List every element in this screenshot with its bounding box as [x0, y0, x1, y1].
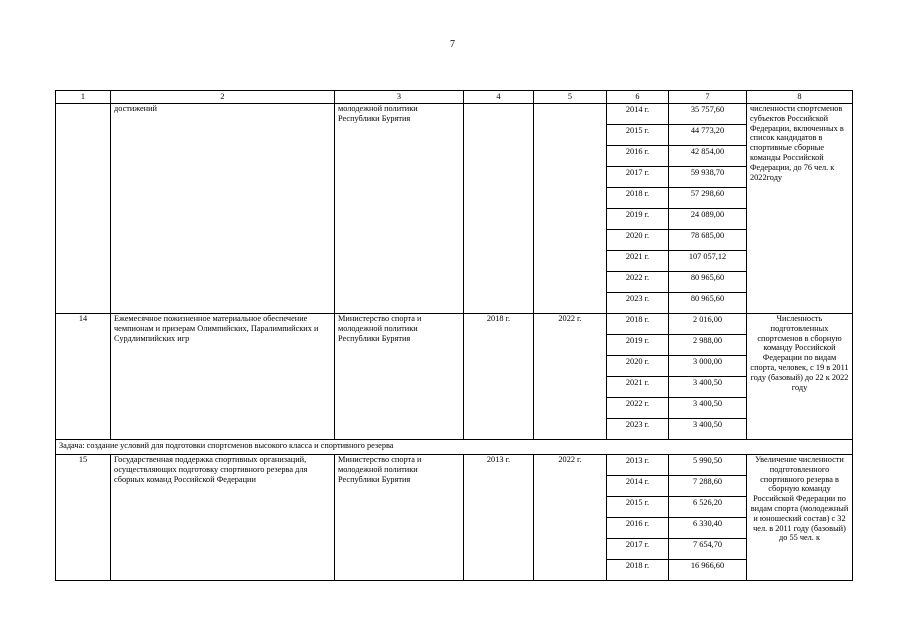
funding-amount: 7 288,60 — [669, 476, 747, 497]
funding-year: 2015 г. — [607, 497, 669, 518]
task-row — [56, 440, 853, 455]
item-executor: молодежной политики Республики Бурятия — [335, 104, 464, 314]
funding-amount: 2 988,00 — [669, 335, 747, 356]
funding-amount: 35 757,60 — [669, 104, 747, 125]
funding-year: 2014 г. — [607, 104, 669, 125]
funding-amount: 80 965,60 — [669, 293, 747, 314]
item-expected-result: Увеличение численности подготовленного спортивного резерва в сборную команду Российской Федерации по видам спорта (молодежный и юношеский состав) с 32 чел. в 2011 году (базовый) до 55 чел. к — [747, 455, 853, 581]
funding-amount: 44 773,20 — [669, 125, 747, 146]
funding-amount: 3 400,50 — [669, 398, 747, 419]
funding-amount: 6 526,20 — [669, 497, 747, 518]
program-table — [55, 90, 853, 581]
table-row — [56, 314, 853, 335]
funding-year: 2020 г. — [607, 356, 669, 377]
funding-amount: 6 330,40 — [669, 518, 747, 539]
funding-year: 2023 г. — [607, 419, 669, 440]
funding-amount: 16 966,60 — [669, 560, 747, 581]
funding-year: 2015 г. — [607, 125, 669, 146]
item-name: достижений — [111, 104, 335, 314]
funding-amount: 57 298,60 — [669, 188, 747, 209]
item-start-year: 2013 г. — [464, 455, 534, 581]
item-end-year: 2022 г. — [534, 314, 607, 440]
funding-amount: 3 000,00 — [669, 356, 747, 377]
funding-year: 2018 г. — [607, 188, 669, 209]
item-end-year — [534, 104, 607, 314]
item-name: Ежемесячное пожизненное материальное обеспечение чемпионам и призерам Олимпийских, Паралимпийских и Сурдлимпийских игр — [111, 314, 335, 440]
column-number: 3 — [335, 91, 464, 104]
task-text: Задача: создание условий для подготовки спортсменов высокого класса и спортивного резерва — [56, 440, 853, 455]
funding-year: 2016 г. — [607, 518, 669, 539]
item-executor: Министерство спорта и молодежной политики Республики Бурятия — [335, 314, 464, 440]
funding-year: 2014 г. — [607, 476, 669, 497]
funding-year: 2016 г. — [607, 146, 669, 167]
funding-year: 2019 г. — [607, 209, 669, 230]
funding-amount: 59 938,70 — [669, 167, 747, 188]
funding-amount: 3 400,50 — [669, 419, 747, 440]
funding-year: 2022 г. — [607, 398, 669, 419]
funding-amount: 2 016,00 — [669, 314, 747, 335]
funding-year: 2020 г. — [607, 230, 669, 251]
table-row — [56, 104, 853, 125]
column-number-row — [56, 91, 853, 104]
item-number: 14 — [56, 314, 111, 440]
column-number: 5 — [534, 91, 607, 104]
funding-year: 2013 г. — [607, 455, 669, 476]
funding-year: 2021 г. — [607, 377, 669, 398]
item-end-year: 2022 г. — [534, 455, 607, 581]
item-name: Государственная поддержка спортивных организаций, осуществляющих подготовку спортивного резерва для сборных команд Российской Федерации — [111, 455, 335, 581]
funding-year: 2022 г. — [607, 272, 669, 293]
item-number — [56, 104, 111, 314]
column-number: 7 — [669, 91, 747, 104]
funding-amount: 78 685,00 — [669, 230, 747, 251]
item-executor: Министерство спорта и молодежной политики Республики Бурятия — [335, 455, 464, 581]
funding-year: 2023 г. — [607, 293, 669, 314]
funding-year: 2018 г. — [607, 314, 669, 335]
funding-amount: 24 089,00 — [669, 209, 747, 230]
item-start-year — [464, 104, 534, 314]
column-number: 6 — [607, 91, 669, 104]
column-number: 8 — [747, 91, 853, 104]
item-expected-result: численности спортсменов субъектов Российской Федерации, включенных в список кандидатов в спортивные сборные команды Российской Федерации, до 76 чел. к 2022году — [747, 104, 853, 314]
item-expected-result: Численность подготовленных спортсменов в сборную команду Российской Федерации по видам спорта, человек, с 19 в 2011 году (базовый) до 22 к 2022 году — [747, 314, 853, 440]
funding-amount: 42 854,00 — [669, 146, 747, 167]
column-number: 4 — [464, 91, 534, 104]
funding-year: 2017 г. — [607, 167, 669, 188]
item-number: 15 — [56, 455, 111, 581]
table-row — [56, 455, 853, 476]
item-start-year: 2018 г. — [464, 314, 534, 440]
funding-year: 2018 г. — [607, 560, 669, 581]
funding-amount: 7 654,70 — [669, 539, 747, 560]
funding-amount: 3 400,50 — [669, 377, 747, 398]
funding-year: 2019 г. — [607, 335, 669, 356]
funding-year: 2017 г. — [607, 539, 669, 560]
funding-amount: 5 990,50 — [669, 455, 747, 476]
page-number: 7 — [450, 39, 455, 50]
funding-amount: 80 965,60 — [669, 272, 747, 293]
column-number: 1 — [56, 91, 111, 104]
column-number: 2 — [111, 91, 335, 104]
funding-year: 2021 г. — [607, 251, 669, 272]
funding-amount: 107 057,12 — [669, 251, 747, 272]
